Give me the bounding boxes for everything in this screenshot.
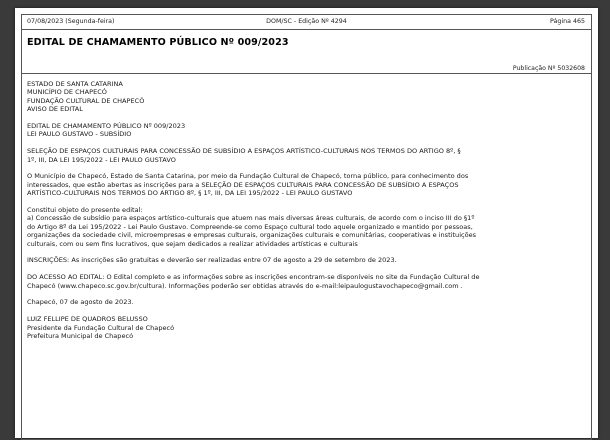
text-line: Chapecó, 07 de agosto de 2023.	[27, 298, 134, 307]
inscriptions-block	[27, 256, 585, 264]
divider	[22, 73, 591, 74]
text-line: ESTADO DE SANTA CATARINA	[27, 80, 123, 88]
signatory-role: Presidente da Fundação Cultural de Chapecó	[27, 323, 175, 332]
text-line: INSCRIÇÕES: As inscrições são gratuitas e deverão ser realizadas entre 07 de agosto a 29 de setembro de 2023.	[27, 256, 397, 265]
text-line: O Município de Chapecó, Estado de Santa Catarina, por meio da Fundação Cultural de Chapecó, torna público, para conhecimento dos	[27, 172, 469, 181]
object-block	[27, 206, 585, 248]
text-line: culturais, com ou sem fins lucrativos, que sejam dedicados a realizar atividades artísticas e culturais	[27, 239, 358, 248]
text-line: FUNDAÇÃO CULTURAL DE CHAPECÓ	[27, 96, 145, 105]
document-title: EDITAL DE CHAMAMENTO PÚBLICO Nº 009/2023	[27, 37, 289, 48]
document-page	[15, 8, 598, 438]
text-line: 1º, III, DA LEI 195/2022 - LEI PAULO GUSTAVO	[27, 155, 176, 164]
signatory-org: Prefeitura Municipal de Chapecó	[27, 332, 134, 341]
text-line: SELEÇÃO DE ESPAÇOS CULTURAIS PARA CONCESSÃO DE SUBSÍDIO A ESPAÇOS ARTÍSTICO-CULTURAIS NOS TERMOS DO ARTIGO 8º, §	[27, 147, 461, 156]
org-block	[27, 80, 585, 114]
text-line: MUNICÍPIO DE CHAPECÓ	[27, 88, 107, 97]
text-line: organizações da sociedade civil, microempresas e empresas culturais, organizações culturais e comunitárias, cooperativas e instituições	[27, 231, 477, 240]
header-edition: DOM/SC - Edição Nº 4294	[266, 18, 347, 25]
text-line: LEI PAULO GUSTAVO - SUBSÍDIO	[27, 130, 132, 139]
signature-block	[27, 315, 585, 340]
subject-block	[27, 147, 585, 164]
text-line: AVISO DE EDITAL	[27, 105, 83, 114]
edital-block	[27, 122, 585, 139]
text-line: Chapecó (www.chapeco.sc.gov.br/cultura). Informações poderão ser obtidas através do e-mail:leipaulogustavochapeco@gmail.com .	[27, 281, 463, 290]
text-line: interessados, que estão abertas as inscrições para a SELEÇÃO DE ESPAÇOS CULTURAIS PARA CONCESSÃO DE SUBSÍDIO A ESPAÇOS	[27, 180, 459, 189]
text-line: DO ACESSO AO EDITAL: O Edital completo e as informações sobre as inscrições encontram-se disponíveis no site da Fundação Cultural de	[27, 273, 480, 282]
access-block	[27, 273, 585, 290]
text-line: do Artigo 8º da Lei 195/2022 - Lei Paulo Gustavo. Compreende-se como Espaço cultural todo aquele organizado e mantido por pessoas,	[27, 222, 473, 231]
signatory-name: LUIZ FELLIPE DE QUADROS BELUSSO	[27, 315, 148, 324]
intro-block	[27, 172, 585, 197]
place-date	[27, 298, 585, 306]
page-frame	[21, 14, 592, 440]
page-header	[22, 15, 591, 30]
header-page-number: Página 465	[550, 18, 585, 25]
header-date: 07/08/2023 (Segunda-feira)	[27, 18, 115, 25]
text-line: EDITAL DE CHAMAMENTO PÚBLICO Nº 009/2023	[27, 122, 186, 131]
text-line: ARTÍSTICO-CULTURAIS NOS TERMOS DO ARTIGO 8º, § 1º, III, DA LEI 195/2022 - LEI PAULO GUSTAVO	[27, 189, 353, 198]
text-line: Constitui objeto do presente edital:	[27, 206, 143, 215]
text-line: a) Concessão de subsídio para espaços artístico-culturais que atuem nas mais diversas áreas culturais, de acordo com o inciso III do §1º	[27, 214, 475, 223]
document-body	[27, 80, 585, 349]
publication-number: Publicação Nº 5032608	[512, 65, 585, 72]
